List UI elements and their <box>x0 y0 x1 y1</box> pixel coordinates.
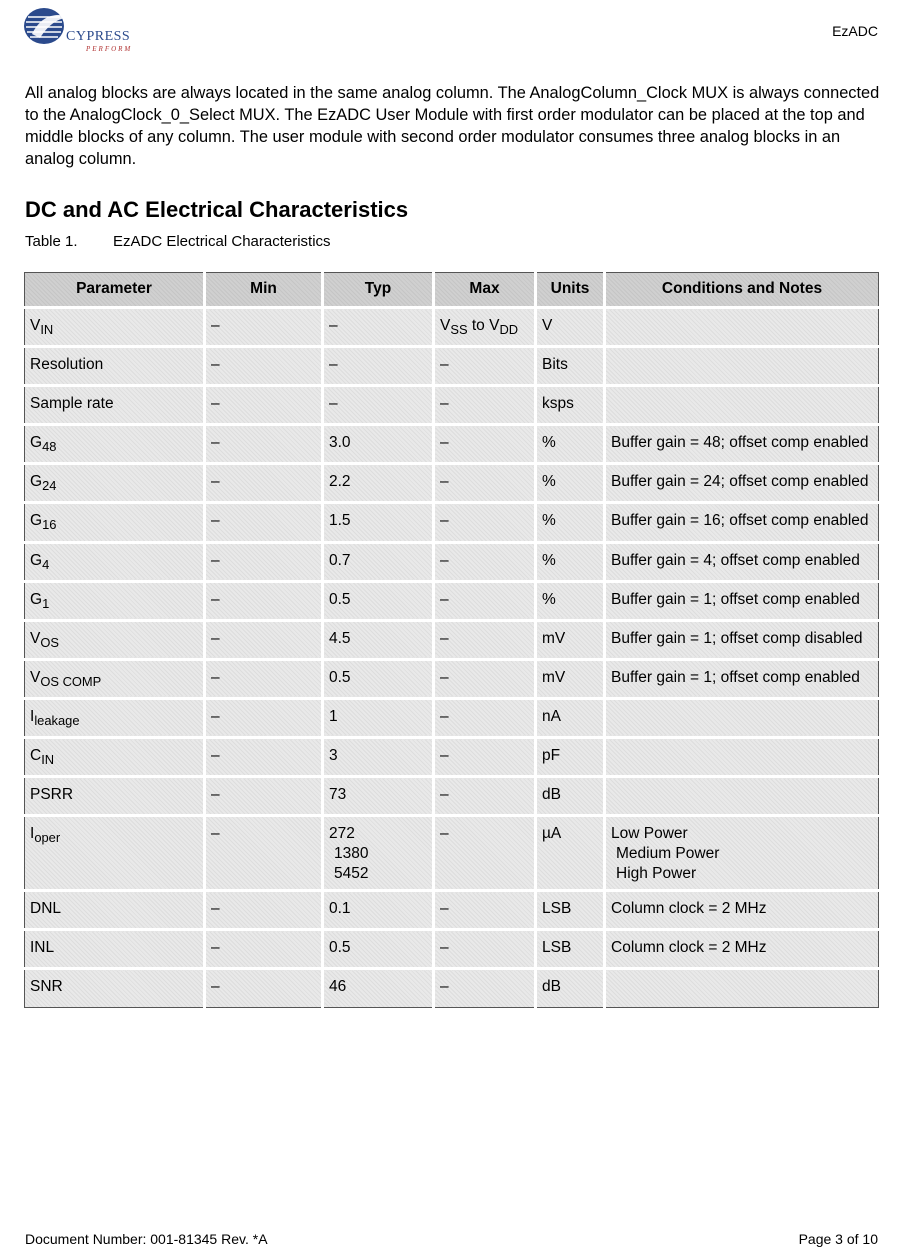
cell-min: – <box>205 542 323 581</box>
cell-notes <box>605 347 879 386</box>
cell-typ: 4.5 <box>323 620 434 659</box>
table-row <box>25 581 879 620</box>
table-row <box>25 659 879 698</box>
cell-parameter: INL <box>25 930 205 969</box>
cell-min: – <box>205 425 323 464</box>
cell-typ: 0.7 <box>323 542 434 581</box>
cell-min: – <box>205 969 323 1007</box>
cell-typ: 46 <box>323 969 434 1007</box>
cell-parameter: Sample rate <box>25 386 205 425</box>
cell-parameter: SNR <box>25 969 205 1007</box>
cell-typ: 73 <box>323 777 434 816</box>
cell-units: % <box>536 464 605 503</box>
cell-units: Bits <box>536 347 605 386</box>
table-row <box>25 386 879 425</box>
cell-max: $V_{SS}$ to $V_{DD}$ <box>434 308 536 347</box>
col-header-units: Units <box>536 273 605 308</box>
cell-units: ksps <box>536 386 605 425</box>
cell-typ: – <box>323 386 434 425</box>
cell-min: – <box>205 738 323 777</box>
table-row <box>25 816 879 891</box>
cell-min: – <box>205 777 323 816</box>
cell-notes: Buffer gain = 1; offset comp enabled <box>605 581 879 620</box>
table-row <box>25 542 879 581</box>
cell-notes <box>605 308 879 347</box>
cell-notes <box>605 698 879 737</box>
cell-parameter: PSRR <box>25 777 205 816</box>
table-header-row <box>25 273 879 308</box>
cell-parameter: $I_{leakage}$ <box>25 698 205 737</box>
cell-typ: 1 <box>323 698 434 737</box>
table-row <box>25 969 879 1007</box>
cell-min: – <box>205 347 323 386</box>
cell-units: mV <box>536 620 605 659</box>
cell-typ: 0.5 <box>323 581 434 620</box>
table-row <box>25 503 879 542</box>
cell-units: dB <box>536 969 605 1007</box>
cell-units: pF <box>536 738 605 777</box>
cell-max: – <box>434 425 536 464</box>
footer-page-number: Page 3 of 10 <box>798 1231 878 1247</box>
col-header-conditions: Conditions and Notes <box>605 273 879 308</box>
cell-typ: 1.5 <box>323 503 434 542</box>
cell-min: – <box>205 816 323 891</box>
cell-min: – <box>205 930 323 969</box>
table-row <box>25 620 879 659</box>
col-header-parameter: Parameter <box>25 273 205 308</box>
table-row <box>25 308 879 347</box>
table-row <box>25 930 879 969</box>
table-row <box>25 425 879 464</box>
cell-typ: 3.0 <box>323 425 434 464</box>
cell-parameter: $G_{16}$ <box>25 503 205 542</box>
cell-max: – <box>434 816 536 891</box>
cell-parameter: $V_{OS COMP}$ <box>25 659 205 698</box>
cell-min: – <box>205 620 323 659</box>
col-header-max: Max <box>434 273 536 308</box>
header-doc-title: EzADC <box>832 23 878 39</box>
cell-units: V <box>536 308 605 347</box>
cell-notes: Column clock = 2 MHz <box>605 891 879 930</box>
table-row <box>25 698 879 737</box>
table-caption-title: EzADC Electrical Characteristics <box>113 233 331 250</box>
cell-notes <box>605 777 879 816</box>
cell-units: % <box>536 425 605 464</box>
cell-max: – <box>434 581 536 620</box>
cell-notes: Low Power Medium Power High Power <box>605 816 879 891</box>
cell-units: % <box>536 503 605 542</box>
cell-min: – <box>205 659 323 698</box>
cell-notes: Buffer gain = 24; offset comp enabled <box>605 464 879 503</box>
cell-typ: 0.5 <box>323 659 434 698</box>
cell-notes: Buffer gain = 48; offset comp enabled <box>605 425 879 464</box>
cell-units: mV <box>536 659 605 698</box>
cell-max: – <box>434 659 536 698</box>
cell-min: – <box>205 581 323 620</box>
cell-max: – <box>434 969 536 1007</box>
cell-typ: 3 <box>323 738 434 777</box>
logo-tagline: PERFORM <box>86 45 133 53</box>
cell-notes: Column clock = 2 MHz <box>605 930 879 969</box>
table-row <box>25 738 879 777</box>
cell-parameter: $G_4$ <box>25 542 205 581</box>
footer-doc-number: Document Number: 001-81345 Rev. *A <box>25 1231 268 1247</box>
cell-min: – <box>205 308 323 347</box>
table-row <box>25 347 879 386</box>
cell-min: – <box>205 386 323 425</box>
table-caption-number: Table 1. <box>25 233 78 250</box>
cell-notes: Buffer gain = 16; offset comp enabled <box>605 503 879 542</box>
cell-parameter: DNL <box>25 891 205 930</box>
table-row <box>25 777 879 816</box>
cell-parameter: $V_{OS}$ <box>25 620 205 659</box>
cell-units: % <box>536 542 605 581</box>
cell-max: – <box>434 620 536 659</box>
cell-max: – <box>434 698 536 737</box>
cell-units: µA <box>536 816 605 891</box>
cell-notes: Buffer gain = 4; offset comp enabled <box>605 542 879 581</box>
cell-max: – <box>434 464 536 503</box>
cell-max: – <box>434 386 536 425</box>
cypress-logo <box>22 4 144 54</box>
cell-min: – <box>205 503 323 542</box>
cell-max: – <box>434 777 536 816</box>
cell-min: – <box>205 464 323 503</box>
cell-parameter: $G_1$ <box>25 581 205 620</box>
cell-units: dB <box>536 777 605 816</box>
cell-typ: – <box>323 308 434 347</box>
intro-paragraph: All analog blocks are always located in the same analog column. The AnalogColumn_Clock MUX is always connected to the AnalogClock_0_Select MUX. The EzADC User Module with first order modulator can be placed at the top and middle blocks of any column. The user module with second order modulator consumes three analog blocks in an analog column. <box>25 84 880 168</box>
cell-units: % <box>536 581 605 620</box>
cell-units: LSB <box>536 891 605 930</box>
cell-max: – <box>434 542 536 581</box>
cell-typ: 0.5 <box>323 930 434 969</box>
cell-min: – <box>205 698 323 737</box>
cell-typ: 2.2 <box>323 464 434 503</box>
cell-units: LSB <box>536 930 605 969</box>
cell-notes <box>605 386 879 425</box>
cell-parameter: $C_{IN}$ <box>25 738 205 777</box>
cell-parameter: $G_{48}$ <box>25 425 205 464</box>
cell-notes <box>605 969 879 1007</box>
cell-min: – <box>205 891 323 930</box>
cell-units: nA <box>536 698 605 737</box>
cell-max: – <box>434 347 536 386</box>
table-row <box>25 464 879 503</box>
cell-typ: 272 1380 5452 <box>323 816 434 891</box>
cell-typ: – <box>323 347 434 386</box>
cell-max: – <box>434 891 536 930</box>
cell-max: – <box>434 738 536 777</box>
cell-notes: Buffer gain = 1; offset comp disabled <box>605 620 879 659</box>
table-row <box>25 891 879 930</box>
table-caption <box>25 233 331 250</box>
col-header-min: Min <box>205 273 323 308</box>
col-header-typ: Typ <box>323 273 434 308</box>
cell-parameter: $V_{IN}$ <box>25 308 205 347</box>
cell-parameter: $I_{oper}$ <box>25 816 205 891</box>
cell-parameter: $G_{24}$ <box>25 464 205 503</box>
cell-parameter: Resolution <box>25 347 205 386</box>
cell-notes: Buffer gain = 1; offset comp enabled <box>605 659 879 698</box>
cell-notes <box>605 738 879 777</box>
cell-max: – <box>434 930 536 969</box>
section-title: DC and AC Electrical Characteristics <box>25 197 409 222</box>
cell-typ: 0.1 <box>323 891 434 930</box>
logo-wordmark: CYPRESS <box>66 29 131 44</box>
cell-max: – <box>434 503 536 542</box>
electrical-characteristics-table <box>24 272 879 1008</box>
